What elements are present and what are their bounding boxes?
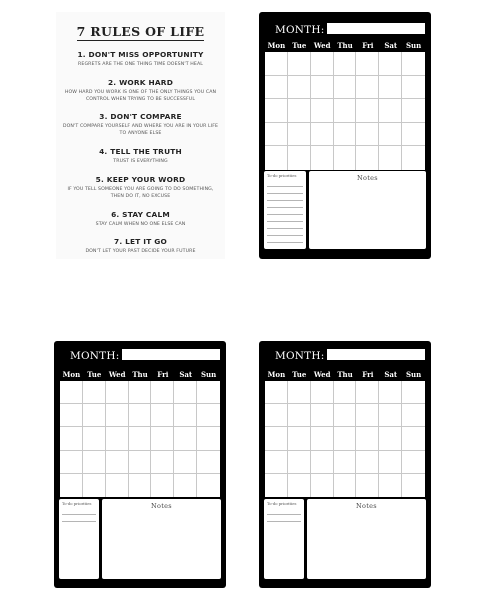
day-cell <box>288 381 311 404</box>
todo-line <box>267 180 303 187</box>
day-cell <box>334 123 357 147</box>
todo-line <box>267 236 303 243</box>
day-cell <box>151 474 174 497</box>
rule-item <box>62 147 219 166</box>
day-cell <box>265 381 288 404</box>
day-cell <box>265 76 288 100</box>
rule-description: REGRETS ARE THE ONE THING TIME DOESN'T HEAL <box>78 62 203 67</box>
rule-description: DON'T COMPARE YOURSELF AND WHERE YOU ARE IN YOUR LIFE TO ANYONE ELSE <box>62 124 219 137</box>
weekday-header <box>265 41 425 50</box>
weekday-label: Tue <box>87 370 102 379</box>
day-cell <box>402 381 425 404</box>
day-cell <box>334 427 357 450</box>
rule-description: TRUST IS EVERYTHING <box>113 159 168 165</box>
weekday-label: Wed <box>313 370 331 379</box>
todo-title: To-do priorities <box>267 501 297 506</box>
day-cell <box>334 52 357 76</box>
day-cell <box>288 451 311 474</box>
day-cell <box>197 381 220 404</box>
weekday-label: Tue <box>292 370 307 379</box>
day-cell <box>311 381 334 404</box>
day-cell <box>402 76 425 100</box>
todo-title: To-do priorities <box>267 173 297 178</box>
day-cell <box>151 427 174 450</box>
todo-lines <box>62 508 96 522</box>
month-label: MONTH: <box>275 24 325 36</box>
todo-lines <box>267 180 303 249</box>
calendar-planner-bottom-right <box>259 341 431 588</box>
day-cell <box>265 52 288 76</box>
todo-box <box>264 171 306 249</box>
day-cell <box>402 427 425 450</box>
day-cell <box>60 427 83 450</box>
day-cell <box>356 381 379 404</box>
weekday-label: Sun <box>200 370 217 379</box>
weekday-header <box>265 370 425 379</box>
day-cell <box>151 404 174 427</box>
todo-line <box>267 508 301 515</box>
rule-description: IF YOU TELL SOMEONE YOU ARE GOING TO DO SOMETHING, THEN DO IT, NO EXCUSE <box>67 186 214 199</box>
rule-heading: 7. LET IT GO <box>113 237 167 247</box>
day-cell <box>379 451 402 474</box>
day-cell <box>288 146 311 170</box>
day-cell <box>334 404 357 427</box>
day-cell <box>174 381 197 404</box>
weekday-label: Mon <box>267 370 286 379</box>
day-cell <box>311 76 334 100</box>
weekday-label: Sat <box>384 370 398 379</box>
day-cell <box>379 427 402 450</box>
day-cell <box>356 451 379 474</box>
calendar-grid <box>265 52 425 170</box>
day-cell <box>129 404 152 427</box>
calendar-planner-top-right <box>259 12 431 259</box>
day-cell <box>311 451 334 474</box>
notes-box <box>102 499 221 579</box>
day-cell <box>265 146 288 170</box>
day-cell <box>265 451 288 474</box>
rule-item <box>62 78 219 104</box>
day-cell <box>356 52 379 76</box>
day-cell <box>311 427 334 450</box>
day-cell <box>288 474 311 497</box>
rule-description: DON'T LET YOUR PAST DECIDE YOUR FUTURE <box>85 249 196 255</box>
weekday-label: Thu <box>337 41 353 50</box>
day-cell <box>129 381 152 404</box>
month-label: MONTH: <box>70 350 120 362</box>
rules-list <box>62 50 219 256</box>
day-cell <box>60 474 83 497</box>
rule-heading: 3. DON'T COMPARE <box>99 112 182 122</box>
day-cell <box>106 474 129 497</box>
month-entry-line <box>327 349 425 360</box>
day-cell <box>265 99 288 123</box>
day-cell <box>265 474 288 497</box>
day-cell <box>106 404 129 427</box>
day-cell <box>379 99 402 123</box>
month-label: MONTH: <box>275 350 325 362</box>
todo-line <box>62 508 96 515</box>
day-cell <box>311 99 334 123</box>
day-cell <box>402 52 425 76</box>
todo-title: To-do priorities <box>62 501 92 506</box>
day-cell <box>197 451 220 474</box>
day-cell <box>60 404 83 427</box>
day-cell <box>402 451 425 474</box>
day-cell <box>151 381 174 404</box>
day-cell <box>129 451 152 474</box>
notes-title: Notes <box>356 502 377 510</box>
weekday-label: Wed <box>108 370 126 379</box>
weekday-label: Sun <box>405 370 422 379</box>
notes-title: Notes <box>357 174 378 182</box>
day-cell <box>311 52 334 76</box>
rule-description: HOW HARD YOU WORK IS ONE OF THE ONLY THINGS YOU CAN CONTROL WHEN TRYING TO BE SUCCESSFUL <box>64 89 217 102</box>
day-cell <box>379 381 402 404</box>
day-cell <box>129 427 152 450</box>
day-cell <box>379 474 402 497</box>
day-cell <box>379 76 402 100</box>
day-cell <box>379 52 402 76</box>
weekday-label: Fri <box>157 370 169 379</box>
weekday-label: Thu <box>132 370 148 379</box>
day-cell <box>83 474 106 497</box>
todo-line <box>267 208 303 215</box>
day-cell <box>174 404 197 427</box>
rule-heading: 4. TELL THE TRUTH <box>99 147 182 157</box>
day-cell <box>356 76 379 100</box>
day-cell <box>288 123 311 147</box>
day-cell <box>174 451 197 474</box>
day-cell <box>379 146 402 170</box>
day-cell <box>83 381 106 404</box>
todo-line <box>62 515 96 522</box>
day-cell <box>106 381 129 404</box>
day-cell <box>106 427 129 450</box>
month-entry-line <box>327 23 425 34</box>
rule-heading: 1. DON'T MISS OPPORTUNITY <box>77 50 204 59</box>
poster-title: 7 RULES OF LIFE <box>76 24 205 39</box>
day-cell <box>334 381 357 404</box>
weekday-label: Sat <box>384 41 398 50</box>
rules-poster <box>56 12 225 259</box>
weekday-label: Sun <box>405 41 422 50</box>
day-cell <box>60 381 83 404</box>
day-cell <box>265 123 288 147</box>
month-entry-line <box>122 349 220 360</box>
weekday-label: Mon <box>267 41 286 50</box>
todo-line <box>267 187 303 194</box>
rule-item <box>62 237 219 256</box>
day-cell <box>83 404 106 427</box>
todo-line <box>267 515 301 522</box>
day-cell <box>356 99 379 123</box>
weekday-label: Wed <box>313 41 331 50</box>
todo-box <box>59 499 99 579</box>
day-cell <box>60 451 83 474</box>
day-cell <box>402 474 425 497</box>
day-cell <box>288 404 311 427</box>
todo-line <box>267 194 303 201</box>
weekday-header <box>60 370 220 379</box>
day-cell <box>288 99 311 123</box>
day-cell <box>174 427 197 450</box>
rule-item <box>62 210 219 229</box>
rule-item <box>62 50 219 69</box>
rule-item <box>62 112 219 138</box>
day-cell <box>288 76 311 100</box>
day-cell <box>334 474 357 497</box>
day-cell <box>334 146 357 170</box>
weekday-label: Sat <box>179 370 193 379</box>
calendar-grid <box>265 381 425 497</box>
todo-line <box>267 229 303 236</box>
day-cell <box>197 474 220 497</box>
day-cell <box>129 474 152 497</box>
day-cell <box>265 404 288 427</box>
weekday-label: Fri <box>362 370 374 379</box>
day-cell <box>311 404 334 427</box>
notes-box <box>307 499 426 579</box>
weekday-label: Thu <box>337 370 353 379</box>
day-cell <box>356 146 379 170</box>
day-cell <box>197 404 220 427</box>
weekday-label: Tue <box>292 41 307 50</box>
day-cell <box>106 451 129 474</box>
day-cell <box>311 123 334 147</box>
calendar-planner-bottom-left <box>54 341 226 588</box>
day-cell <box>174 474 197 497</box>
todo-line <box>267 215 303 222</box>
rule-description: STAY CALM WHEN NO ONE ELSE CAN <box>95 221 186 227</box>
todo-line <box>267 243 303 249</box>
todo-box <box>264 499 304 579</box>
day-cell <box>356 474 379 497</box>
rule-item <box>62 175 219 201</box>
day-cell <box>356 404 379 427</box>
day-cell <box>311 146 334 170</box>
day-cell <box>288 427 311 450</box>
day-cell <box>356 427 379 450</box>
day-cell <box>402 146 425 170</box>
day-cell <box>402 404 425 427</box>
day-cell <box>334 451 357 474</box>
day-cell <box>197 427 220 450</box>
weekday-label: Fri <box>362 41 374 50</box>
rule-heading: 6. STAY CALM <box>111 209 170 219</box>
day-cell <box>151 451 174 474</box>
rule-heading: 2. WORK HARD <box>107 77 174 87</box>
day-cell <box>83 451 106 474</box>
day-cell <box>402 99 425 123</box>
day-cell <box>334 76 357 100</box>
day-cell <box>288 52 311 76</box>
todo-lines <box>267 508 301 522</box>
day-cell <box>379 123 402 147</box>
notes-box <box>309 171 426 249</box>
day-cell <box>334 99 357 123</box>
day-cell <box>83 427 106 450</box>
day-cell <box>265 427 288 450</box>
rule-heading: 5. KEEP YOUR WORD <box>95 174 186 184</box>
todo-line <box>267 201 303 208</box>
todo-line <box>267 222 303 229</box>
day-cell <box>311 474 334 497</box>
day-cell <box>402 123 425 147</box>
weekday-label: Mon <box>62 370 81 379</box>
day-cell <box>356 123 379 147</box>
calendar-grid <box>60 381 220 497</box>
notes-title: Notes <box>151 502 172 510</box>
day-cell <box>379 404 402 427</box>
